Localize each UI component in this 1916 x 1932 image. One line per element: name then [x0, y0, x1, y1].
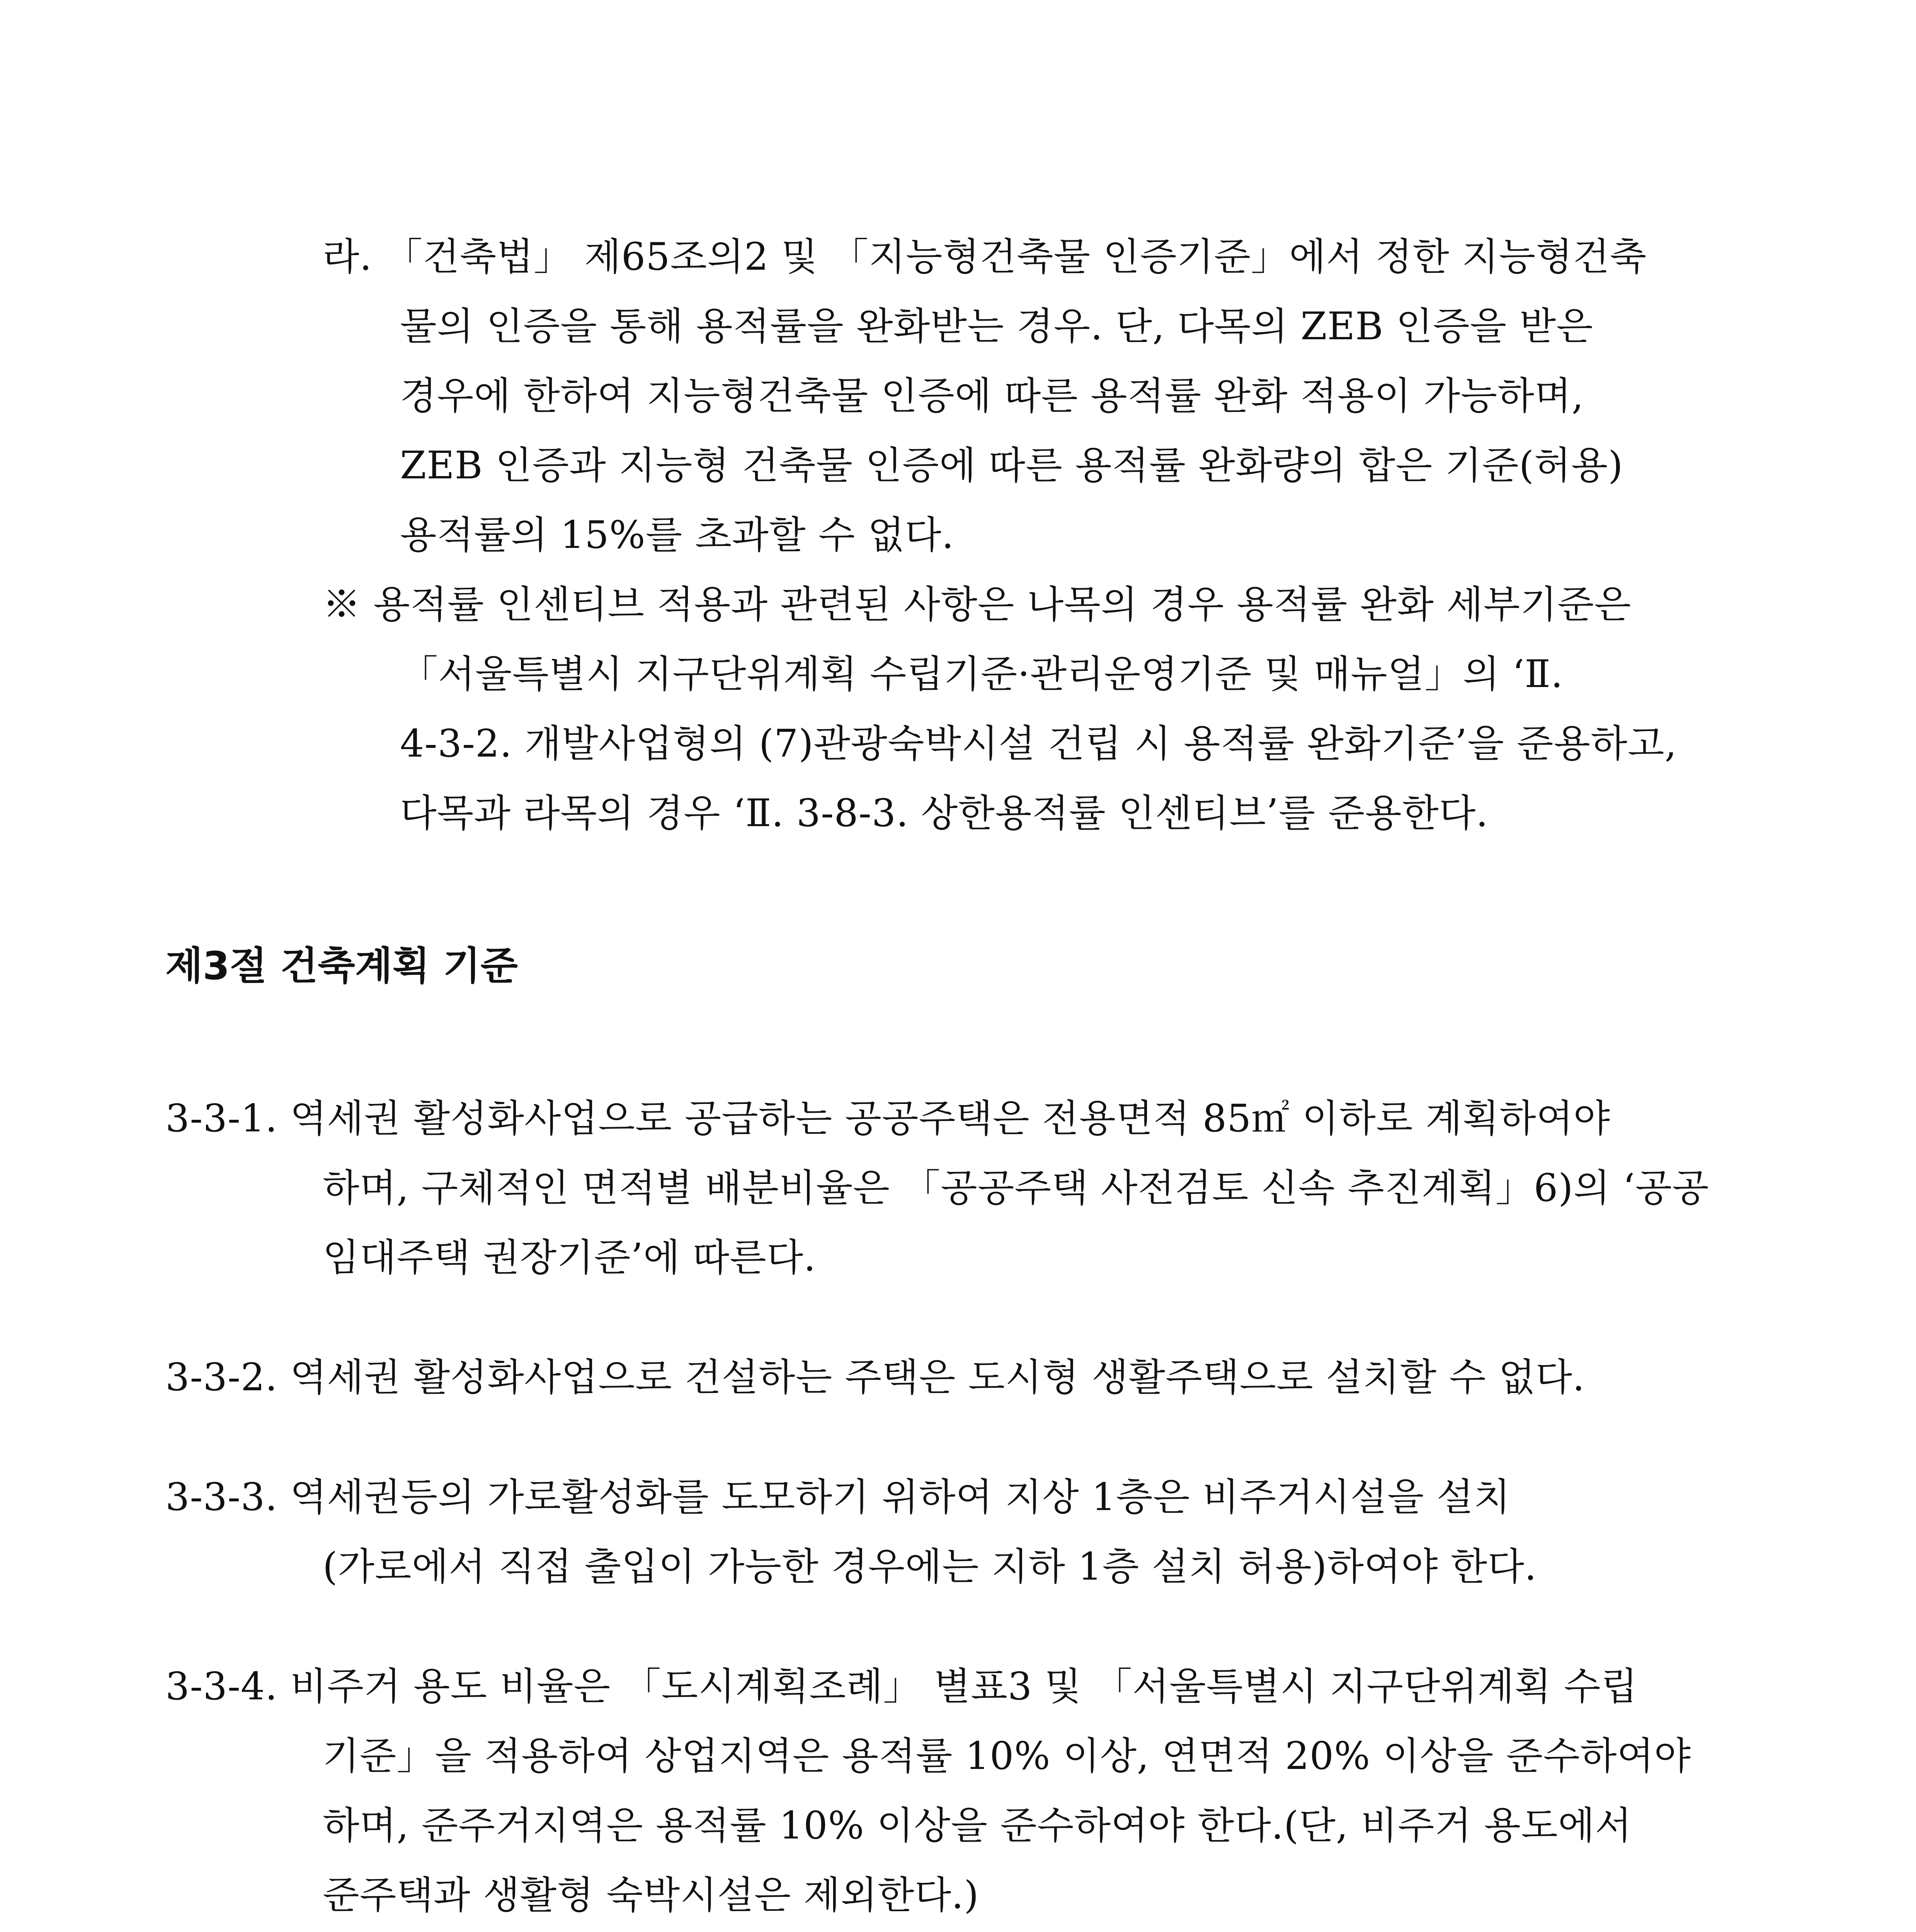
- reference-note-line-4: 다목과 라목의 경우 ‘Ⅱ. 3-8-3. 상한용적률 인센티브’를 준용한다.: [400, 791, 1489, 835]
- article-3-3-1-line-3: 임대주택 권장기준’에 따른다.: [323, 1236, 816, 1280]
- clause-ra-line-3: 경우에 한하여 지능형건축물 인증에 따른 용적률 완화 적용이 가능하며,: [400, 374, 1584, 418]
- reference-note-line-2: 「서울특별시 지구단위계획 수립기준·관리운영기준 및 매뉴얼」의 ‘Ⅱ.: [400, 652, 1564, 696]
- clause-ra-line-5: 용적률의 15%를 초과할 수 없다.: [400, 513, 954, 557]
- clause-ra-line-2: 물의 인증을 통해 용적률을 완화받는 경우. 단, 다목의 ZEB 인증을 받은: [400, 304, 1593, 349]
- reference-note-line-3: 4-3-2. 개발사업형의 (7)관광숙박시설 건립 시 용적률 완화기준’을 준용하고,: [400, 722, 1677, 766]
- article-3-3-3-line-2: (가로에서 직접 출입이 가능한 경우에는 지하 1층 설치 허용)하여야 한다.: [323, 1545, 1537, 1589]
- article-3-3-4-line-2: 기준」을 적용하여 상업지역은 용적률 10% 이상, 연면적 20% 이상을 준수하여야: [323, 1734, 1691, 1778]
- article-3-3-4-line-1: 3-3-4. 비주거 용도 비율은 「도시계획조례」 별표3 및 「서울특별시 지구단위계획 수립: [165, 1665, 1638, 1709]
- section-heading: 제3절 건축계획 기준: [165, 943, 518, 988]
- clause-ra-line-1: 라. 「건축법」 제65조의2 및 「지능형건축물 인증기준」에서 정한 지능형건축: [323, 235, 1647, 279]
- article-3-3-1-line-1: 3-3-1. 역세권 활성화사업으로 공급하는 공공주택은 전용면적 85㎡ 이하로 계획하여야: [165, 1097, 1611, 1141]
- article-3-3-4-line-3: 하며, 준주거지역은 용적률 10% 이상을 준수하여야 한다.(단, 비주거 용도에서: [323, 1804, 1632, 1848]
- reference-note-line-1: ※ 용적률 인센티브 적용과 관련된 사항은 나목의 경우 용적률 완화 세부기준은: [323, 583, 1632, 627]
- article-3-3-2-line-1: 3-3-2. 역세권 활성화사업으로 건설하는 주택은 도시형 생활주택으로 설치할 수 없다.: [165, 1355, 1585, 1400]
- article-3-3-4-line-4: 준주택과 생활형 숙박시설은 제외한다.): [323, 1873, 979, 1917]
- article-3-3-1-line-2: 하며, 구체적인 면적별 배분비율은 「공공주택 사전검토 신속 추진계획」6)의 ‘공공: [323, 1166, 1709, 1210]
- clause-ra-line-4: ZEB 인증과 지능형 건축물 인증에 따른 용적률 완화량의 합은 기준(허용): [400, 444, 1623, 488]
- article-3-3-3-line-1: 3-3-3. 역세권등의 가로활성화를 도모하기 위하여 지상 1층은 비주거시설을 설치: [165, 1475, 1511, 1519]
